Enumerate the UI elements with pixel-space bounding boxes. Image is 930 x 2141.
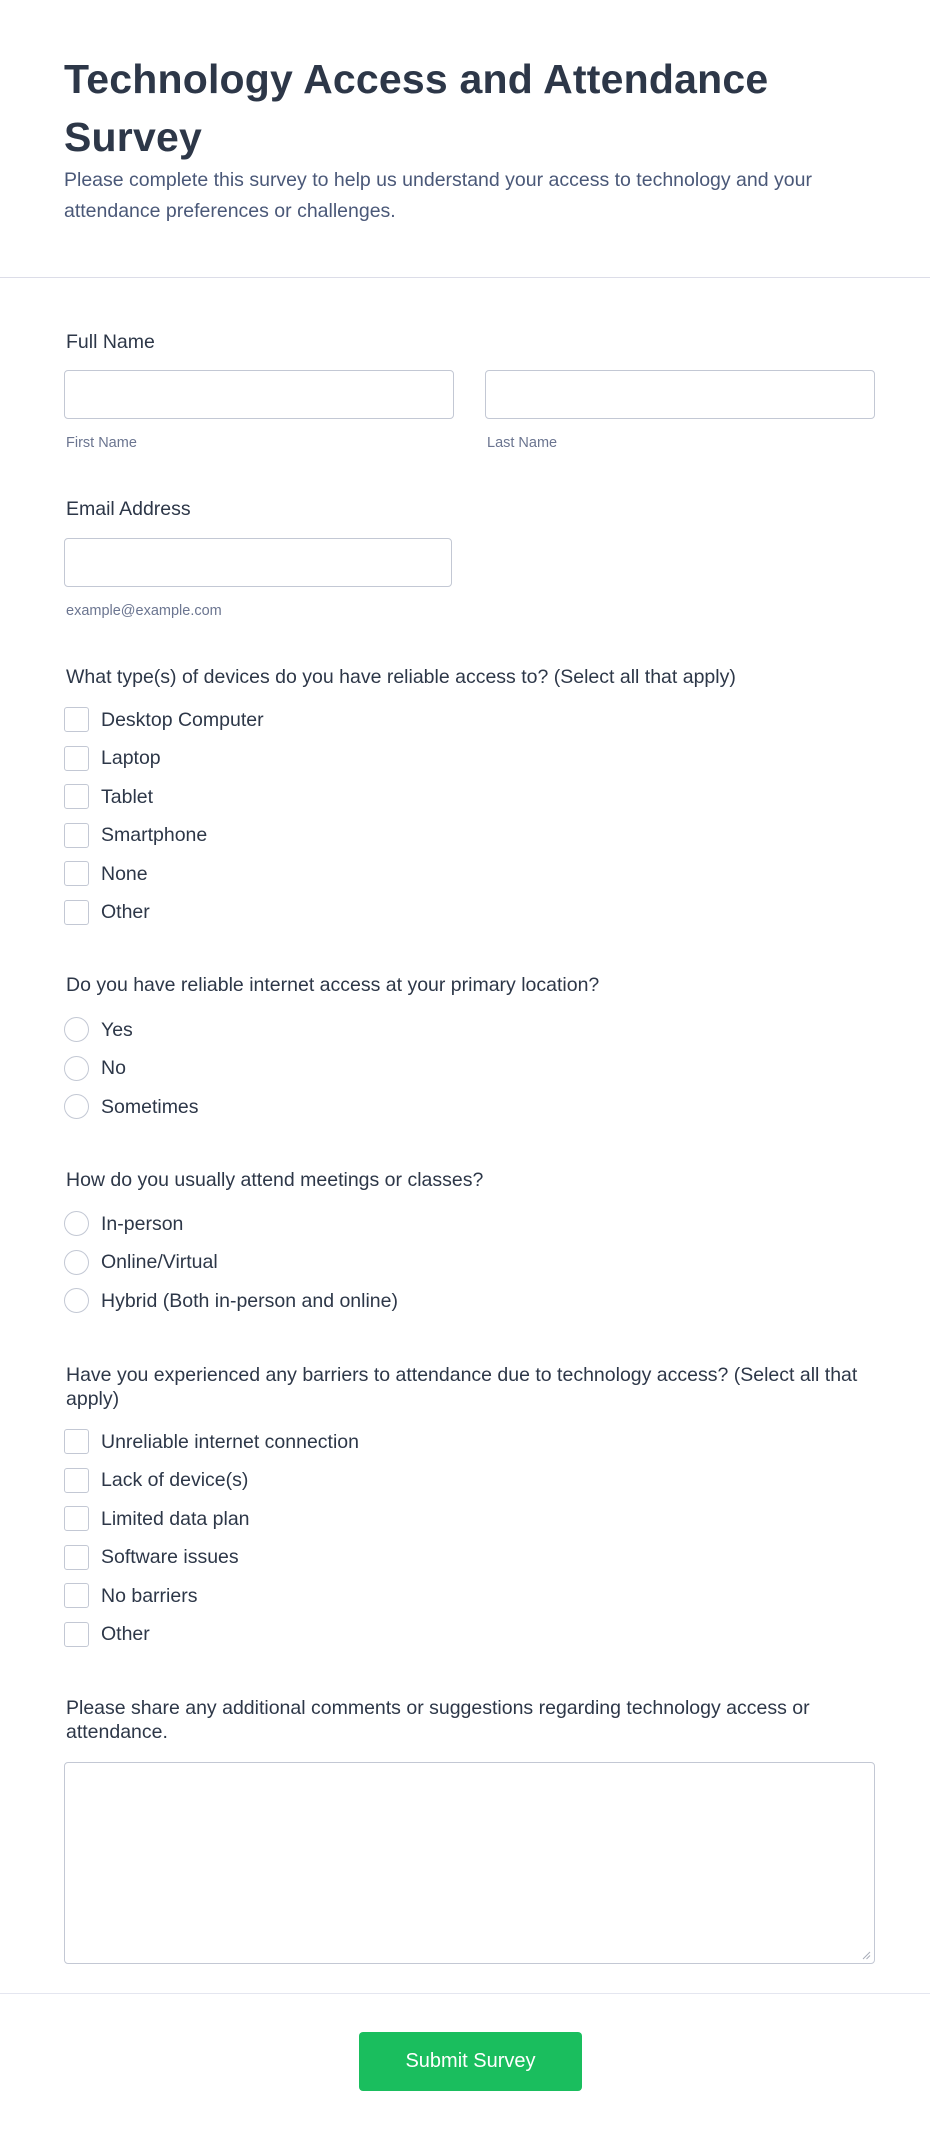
devices-option-desktop[interactable]: [64, 707, 264, 732]
option-label: No: [101, 1057, 126, 1079]
footer-divider: [0, 1993, 930, 1994]
email-hint: example@example.com: [66, 603, 222, 619]
barriers-option-device[interactable]: [64, 1468, 248, 1493]
checkbox[interactable]: [64, 1622, 89, 1647]
option-label: None: [101, 862, 148, 885]
devices-question: What type(s) of devices do you have reliable access to? (Select all that apply): [66, 666, 736, 688]
radio-button[interactable]: [64, 1017, 89, 1042]
radio-button[interactable]: [64, 1250, 89, 1275]
checkbox[interactable]: [64, 784, 89, 809]
checkbox[interactable]: [64, 707, 89, 732]
internet-option-sometimes[interactable]: [64, 1094, 199, 1119]
devices-option-tablet[interactable]: [64, 784, 153, 809]
option-label: Lack of device(s): [101, 1469, 249, 1491]
first-name-input[interactable]: [64, 370, 454, 419]
internet-option-yes[interactable]: [64, 1017, 133, 1042]
devices-option-none[interactable]: [64, 861, 148, 886]
internet-option-no[interactable]: [64, 1056, 126, 1081]
first-name-sublabel: First Name: [66, 435, 137, 451]
form-header: [0, 0, 930, 278]
page-title: Technology Access and Attendance Survey: [64, 56, 769, 160]
option-label: Limited data plan: [101, 1507, 250, 1530]
checkbox[interactable]: [64, 1429, 89, 1454]
comments-textarea[interactable]: [64, 1762, 875, 1964]
barriers-option-internet[interactable]: [64, 1429, 359, 1454]
checkbox[interactable]: [64, 823, 89, 848]
option-label: Laptop: [101, 747, 161, 769]
checkbox[interactable]: [64, 746, 89, 771]
resize-handle-icon[interactable]: [861, 1950, 871, 1960]
attendance-mode-question: How do you usually attend meetings or classes?: [66, 1169, 484, 1191]
option-label: Desktop Computer: [101, 708, 264, 731]
option-label: In-person: [101, 1212, 184, 1235]
last-name-sublabel: Last Name: [487, 435, 558, 451]
checkbox[interactable]: [64, 900, 89, 925]
devices-option-other[interactable]: [64, 900, 150, 925]
email-input[interactable]: [64, 538, 452, 587]
radio-button[interactable]: [64, 1094, 89, 1119]
option-label: Sometimes: [101, 1095, 199, 1118]
internet-question: Do you have reliable internet access at your primary location?: [66, 974, 600, 996]
option-label: Other: [101, 901, 150, 923]
checkbox[interactable]: [64, 1506, 89, 1531]
option-label: Online/Virtual: [101, 1251, 218, 1273]
barriers-question: Have you experienced any barriers to attendance due to technology access? (Select all that apply): [66, 1364, 858, 1410]
checkbox[interactable]: [64, 1583, 89, 1608]
comments-question: Please share any additional comments or suggestions regarding technology access or attendance.: [66, 1697, 810, 1743]
radio-button[interactable]: [64, 1288, 89, 1313]
radio-button[interactable]: [64, 1056, 89, 1081]
option-label: Unreliable internet connection: [101, 1430, 359, 1453]
option-label: Other: [101, 1623, 150, 1645]
submit-button[interactable]: Submit Survey: [359, 2032, 582, 2091]
barriers-option-data-plan[interactable]: [64, 1506, 250, 1531]
checkbox[interactable]: [64, 1468, 89, 1493]
checkbox[interactable]: [64, 1545, 89, 1570]
option-label: No barriers: [101, 1584, 198, 1607]
barriers-option-other[interactable]: [64, 1622, 150, 1647]
barriers-option-software[interactable]: [64, 1545, 239, 1570]
checkbox[interactable]: [64, 861, 89, 886]
option-label: Smartphone: [101, 824, 208, 846]
attendance-option-hybrid[interactable]: [64, 1288, 398, 1313]
option-label: Hybrid (Both in-person and online): [101, 1289, 398, 1312]
last-name-input[interactable]: [485, 370, 875, 419]
devices-option-laptop[interactable]: [64, 746, 161, 771]
option-label: Software issues: [101, 1546, 239, 1568]
radio-button[interactable]: [64, 1211, 89, 1236]
option-label: Yes: [101, 1018, 133, 1041]
full-name-label: Full Name: [66, 331, 155, 353]
attendance-option-online[interactable]: [64, 1250, 218, 1275]
option-label: Tablet: [101, 785, 154, 808]
barriers-option-none[interactable]: [64, 1583, 197, 1608]
devices-option-smartphone[interactable]: [64, 823, 207, 848]
attendance-option-in-person[interactable]: [64, 1211, 183, 1236]
email-label: Email Address: [66, 498, 191, 520]
page-description: Please complete this survey to help us understand your access to technology and your attendance preferences or challenges.: [64, 169, 812, 222]
